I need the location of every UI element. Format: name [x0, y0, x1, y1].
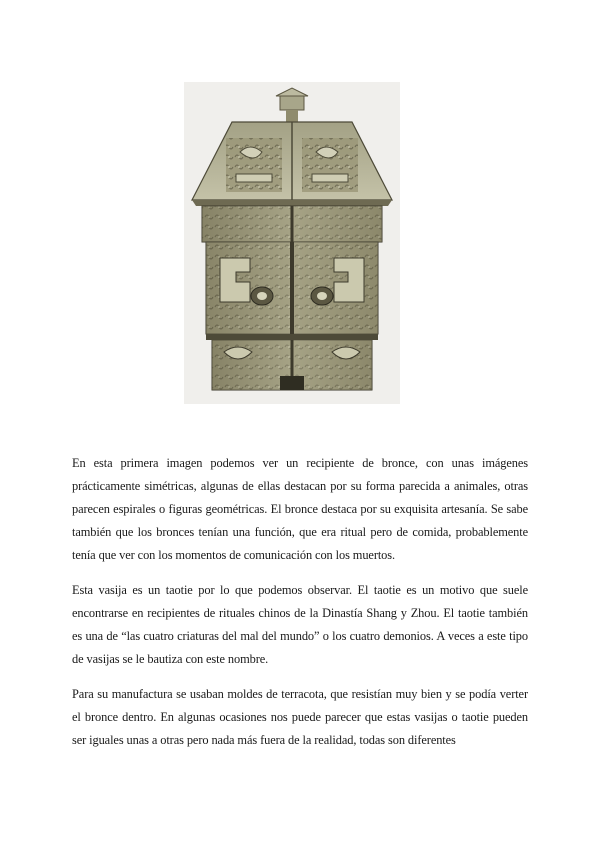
paragraph-3: Para su manufactura se usaban moldes de terracota, que resistían muy bien y se podía verter el bronce dentro. En algunas ocasiones nos puede parecer que estas vasijas o taotie pueden ser iguales unas a otras pero nada más fuera de la realidad, todas son diferentes — [72, 687, 528, 747]
paragraph-2: Esta vasija es un taotie por lo que podemos observar. El taotie es un motivo que suele encontrarse en recipientes de rituales chinos de la Dinastía Shang y Zhou. El taotie también es una de “las cuatro criaturas del mal del mundo” o los cuatro demonios. A veces a este tipo de vasijas se le bautiza con este nombre. — [72, 583, 528, 666]
paragraph-1: En esta primera imagen podemos ver un recipiente de bronce, con unas imágenes prácticamente simétricas, algunas de ellas destacan por su forma parecida a animales, otras parecen espirales o figuras geométricas. El bronce destaca por su exquisita artesanía. Se sabe también que los bronces tenían una función, que era ritual pero de comida, probablemente tenía que ver con los momentos de comunicación con los muertos. — [72, 456, 528, 562]
bronze-vessel-photo — [184, 82, 400, 404]
vessel-upper-band — [202, 206, 382, 242]
vessel-lid — [192, 122, 392, 206]
body-text — [72, 452, 528, 764]
vessel-main-body — [206, 242, 378, 334]
vessel-base — [206, 334, 378, 390]
vessel-illustration — [184, 82, 400, 404]
